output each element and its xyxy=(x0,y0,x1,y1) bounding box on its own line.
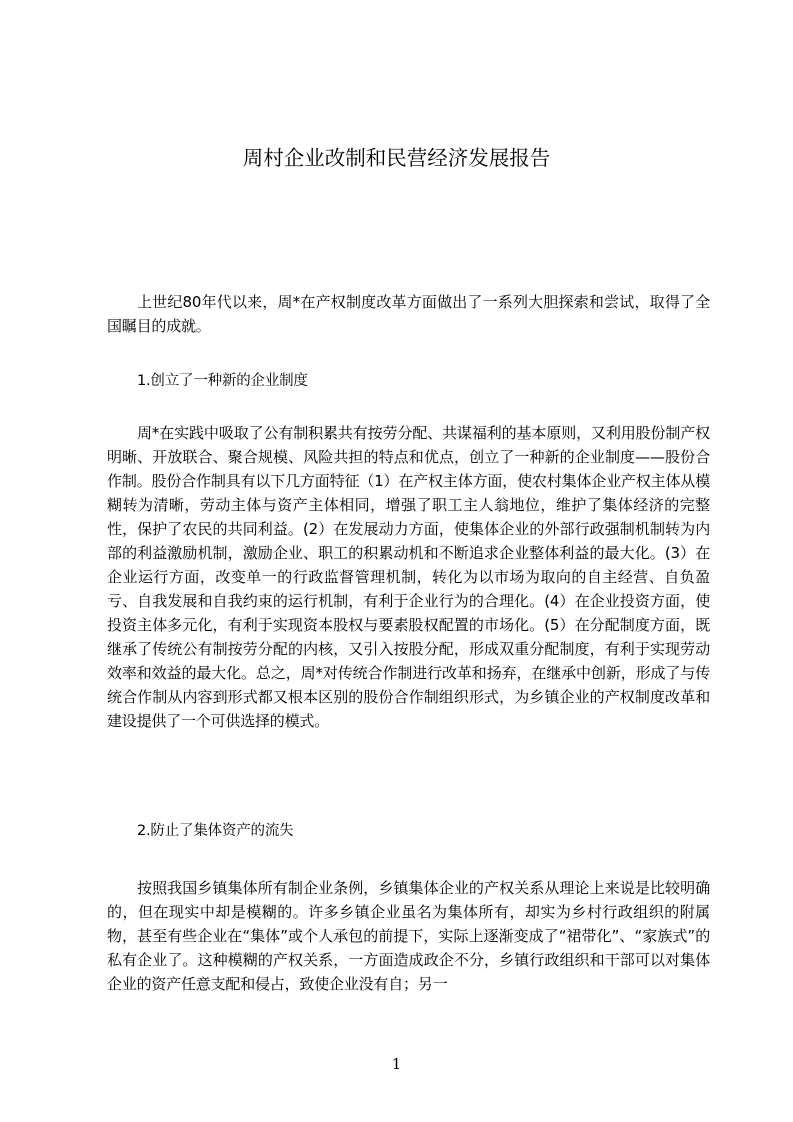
intro-paragraph xyxy=(107,290,710,338)
section-1-paragraph xyxy=(107,421,710,793)
section-2-paragraph xyxy=(107,876,710,1024)
section-2-text: 按照我国乡镇集体所有制企业条例，乡镇集体企业的产权关系从理论上来说是比较明确的，但在现实中却是模糊的。许多乡镇企业虽名为集体所有，却实为乡村行政组织的附属物，甚至有些企业在“集体”或个人承包的前提下，实际上逐渐变成了“裙带化”、“家族式”的私有企业了。这种模糊的产权关系，一方面造成政企不分，乡镇行政组织和干部可以对集体企业的资产任意支配和侵占，致使企业没有自；另一 xyxy=(107,879,710,993)
section-2-heading: 2.防止了集体资产的流失 xyxy=(137,823,294,839)
intro-text: 上世纪80年代以来，周*在产权制度改革方面做出了一系列大胆探索和尝试，取得了全国瞩目的成就。 xyxy=(107,293,710,335)
page-number: 1 xyxy=(391,1055,402,1073)
document-title: 周村企业改制和民营经济发展报告 xyxy=(242,146,551,170)
section-1-heading: 1.创立了一种新的企业制度 xyxy=(137,373,308,389)
section-1-text: 周*在实践中吸取了公有制积累共有按劳分配、共谋福利的基本原则，又利用股份制产权明晰、开放联合、聚合规模、风险共担的特点和优点，创立了一种新的企业制度——股份合作制。股份合作制具有以下几方面特征（1）在产权主体方面，使农村集体企业产权主体从模糊转为清晰，劳动主体与资产主体相同，增强了职工主人翁地位，维护了集体经济的完整性，保护了农民的共同利益。(2）在发展动力方面，使集体企业的外部行政强制机制转为内部的利益激励机制，激励企业、职工的积累动机和不断追求企业整体利益的最大化。(3）在企业运行方面，改变单一的行政监督管理机制，转化为以市场为取向的自主经营、自负盈亏、自我发展和自我约束的运行机制，有利于企业行为的合理化。(4）在企业投资方面，使投资主体多元化，有利于实现资本股权与要素股权配置的市场化。(5）在分配制度方面，既继承了传统公有制按劳分配的内核，又引入按股分配，形成双重分配制度，有利于实现劳动效率和效益的最大化。总之，周*对传统合作制进行改革和扬弃，在继承中创新，形成了与传统合作制从内容到形式都又根本区别的股份合作制组织形式，为乡镇企业的产权制度改革和建设提供了一个可供选择的模式。 xyxy=(107,424,710,730)
